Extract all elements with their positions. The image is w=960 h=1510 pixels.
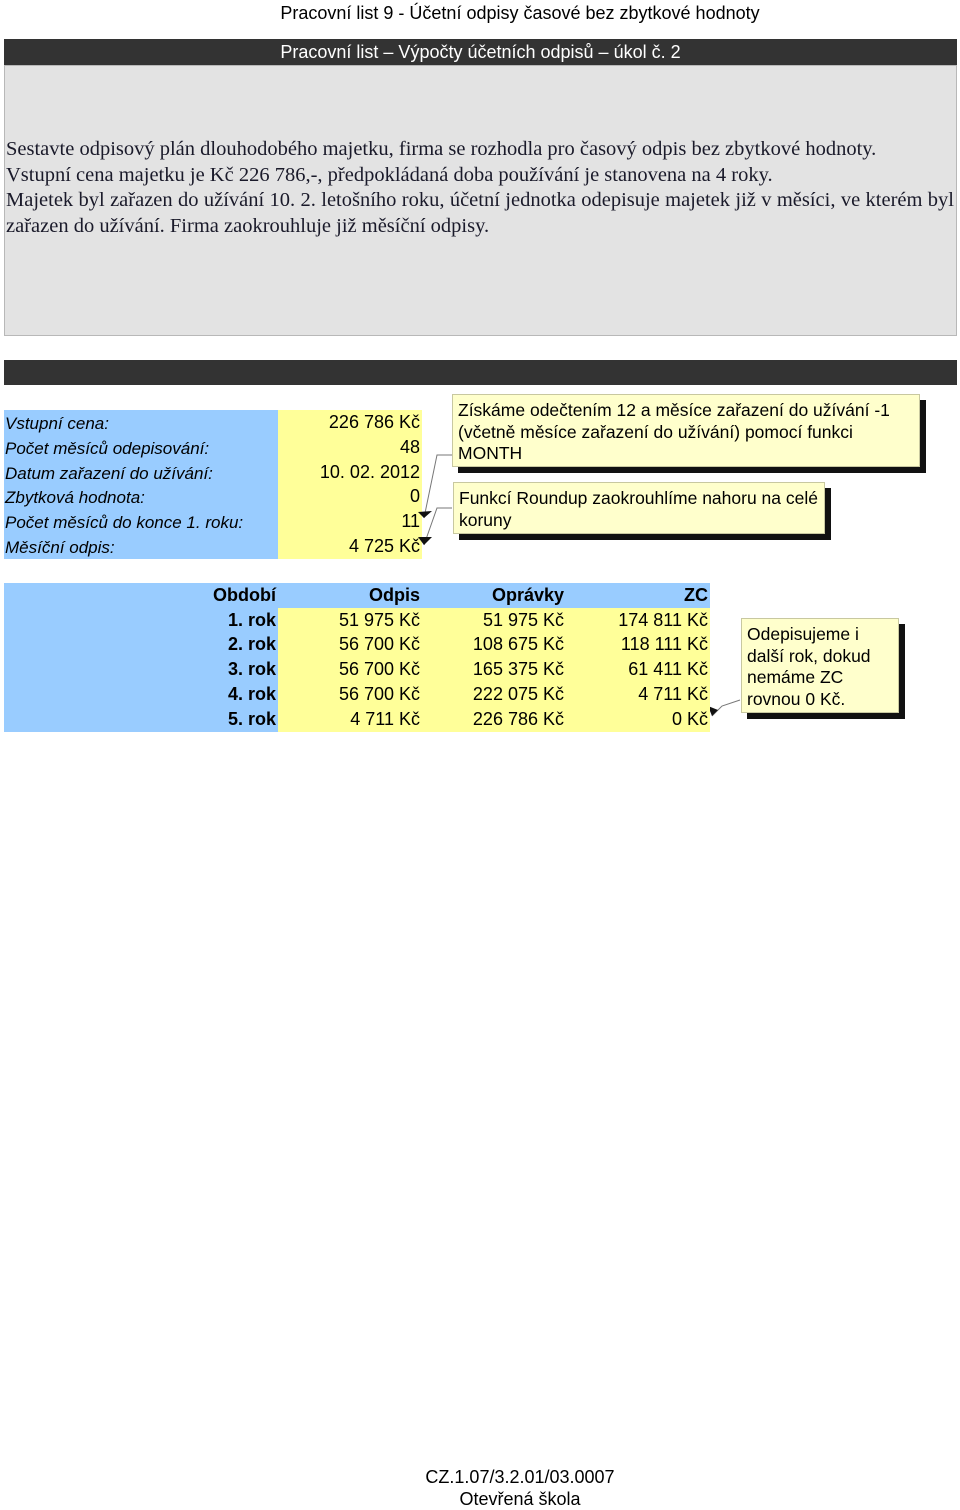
cell-residual[interactable]: 118 111 Kč xyxy=(566,633,710,658)
table-row xyxy=(4,633,710,658)
footer-school: Otevřená škola xyxy=(459,1489,581,1509)
column-header-period: Období xyxy=(4,583,278,608)
param-value[interactable]: 226 786 Kč xyxy=(278,410,422,435)
cell-accumulated[interactable]: 226 786 Kč xyxy=(422,707,566,732)
leader-months-tip xyxy=(418,511,432,518)
callout-months-text: Získáme odečtením 12 a měsíce zařazení do užívání -1 (včetně měsíce zařazení do užívání) pomocí funkci MONTH xyxy=(458,400,890,463)
column-header-residual: ZC xyxy=(566,583,710,608)
leader-last-year xyxy=(712,700,740,716)
param-value[interactable]: 11 xyxy=(278,509,422,534)
task-paragraph-3: Majetek byl zařazen do užívání 10. 2. letošního roku, účetní jednotka odepisuje majetek již v měsíci, ve kterém byl zařazen do užívání. Firma zaokrouhluje již měsíční odpisy. xyxy=(6,189,954,237)
cell-residual[interactable]: 0 Kč xyxy=(566,707,710,732)
cell-residual[interactable]: 61 411 Kč xyxy=(566,657,710,682)
cell-depreciation[interactable]: 56 700 Kč xyxy=(278,633,422,658)
cell-residual[interactable]: 4 711 Kč xyxy=(566,682,710,707)
cell-period[interactable]: 4. rok xyxy=(4,682,278,707)
cell-depreciation[interactable]: 4 711 Kč xyxy=(278,707,422,732)
param-label: Datum zařazení do užívání: xyxy=(4,460,278,485)
page-title: Pracovní list 9 - Účetní odpisy časové bez zbytkové hodnoty xyxy=(280,3,760,23)
param-value[interactable]: 4 725 Kč xyxy=(278,534,422,559)
param-label: Počet měsíců odepisování: xyxy=(4,435,278,460)
param-value[interactable]: 0 xyxy=(278,484,422,509)
table-header-row xyxy=(4,583,710,608)
param-label: Zbytková hodnota: xyxy=(4,484,278,509)
cell-period[interactable]: 1. rok xyxy=(4,608,278,633)
cell-residual[interactable]: 174 811 Kč xyxy=(566,608,710,633)
leader-months xyxy=(424,455,452,518)
cell-depreciation[interactable]: 56 700 Kč xyxy=(278,682,422,707)
param-label: Počet měsíců do konce 1. roku: xyxy=(4,509,278,534)
depreciation-table xyxy=(4,583,710,732)
cell-accumulated[interactable]: 108 675 Kč xyxy=(422,633,566,658)
cell-accumulated[interactable]: 165 375 Kč xyxy=(422,657,566,682)
column-header-depreciation: Odpis xyxy=(278,583,422,608)
worksheet-subtitle: Pracovní list – Výpočty účetních odpisů – úkol č. 2 xyxy=(280,42,681,62)
footer-project-code: CZ.1.07/3.2.01/03.0007 xyxy=(425,1467,615,1487)
callout-last-year xyxy=(741,618,899,713)
column-header-accumulated: Oprávky xyxy=(422,583,566,608)
callout-roundup-text: Funkcí Roundup zaokrouhlíme nahoru na celé koruny xyxy=(459,488,818,530)
callout-months xyxy=(452,394,920,467)
table-row xyxy=(4,657,710,682)
table-row xyxy=(4,707,710,732)
param-value[interactable]: 48 xyxy=(278,435,422,460)
table-row xyxy=(4,682,710,707)
task-paragraph-1: Sestavte odpisový plán dlouhodobého majetku, firma se rozhodla pro časový odpis bez zbytkové hodnoty. xyxy=(6,138,877,160)
cell-period[interactable]: 2. rok xyxy=(4,633,278,658)
cell-period[interactable]: 5. rok xyxy=(4,707,278,732)
cell-depreciation[interactable]: 56 700 Kč xyxy=(278,657,422,682)
param-label: Měsíční odpis: xyxy=(4,534,278,559)
cell-period[interactable]: 3. rok xyxy=(4,657,278,682)
cell-depreciation[interactable]: 51 975 Kč xyxy=(278,608,422,633)
task-paragraph-2: Vstupní cena majetku je Kč 226 786,-, předpokládaná doba používání je stanovena na 4 roky. xyxy=(6,163,773,186)
param-value[interactable]: 10. 02. 2012 xyxy=(278,460,422,485)
callout-roundup xyxy=(453,482,825,534)
param-label: Vstupní cena: xyxy=(4,410,278,435)
callout-last-year-text: Odepisujeme i další rok, dokud nemáme ZC rovnou 0 Kč. xyxy=(747,624,871,709)
cell-accumulated[interactable]: 51 975 Kč xyxy=(422,608,566,633)
leader-roundup-tip xyxy=(418,537,432,545)
cell-accumulated[interactable]: 222 075 Kč xyxy=(422,682,566,707)
page-footer xyxy=(0,1466,960,1510)
table-row xyxy=(4,608,710,633)
